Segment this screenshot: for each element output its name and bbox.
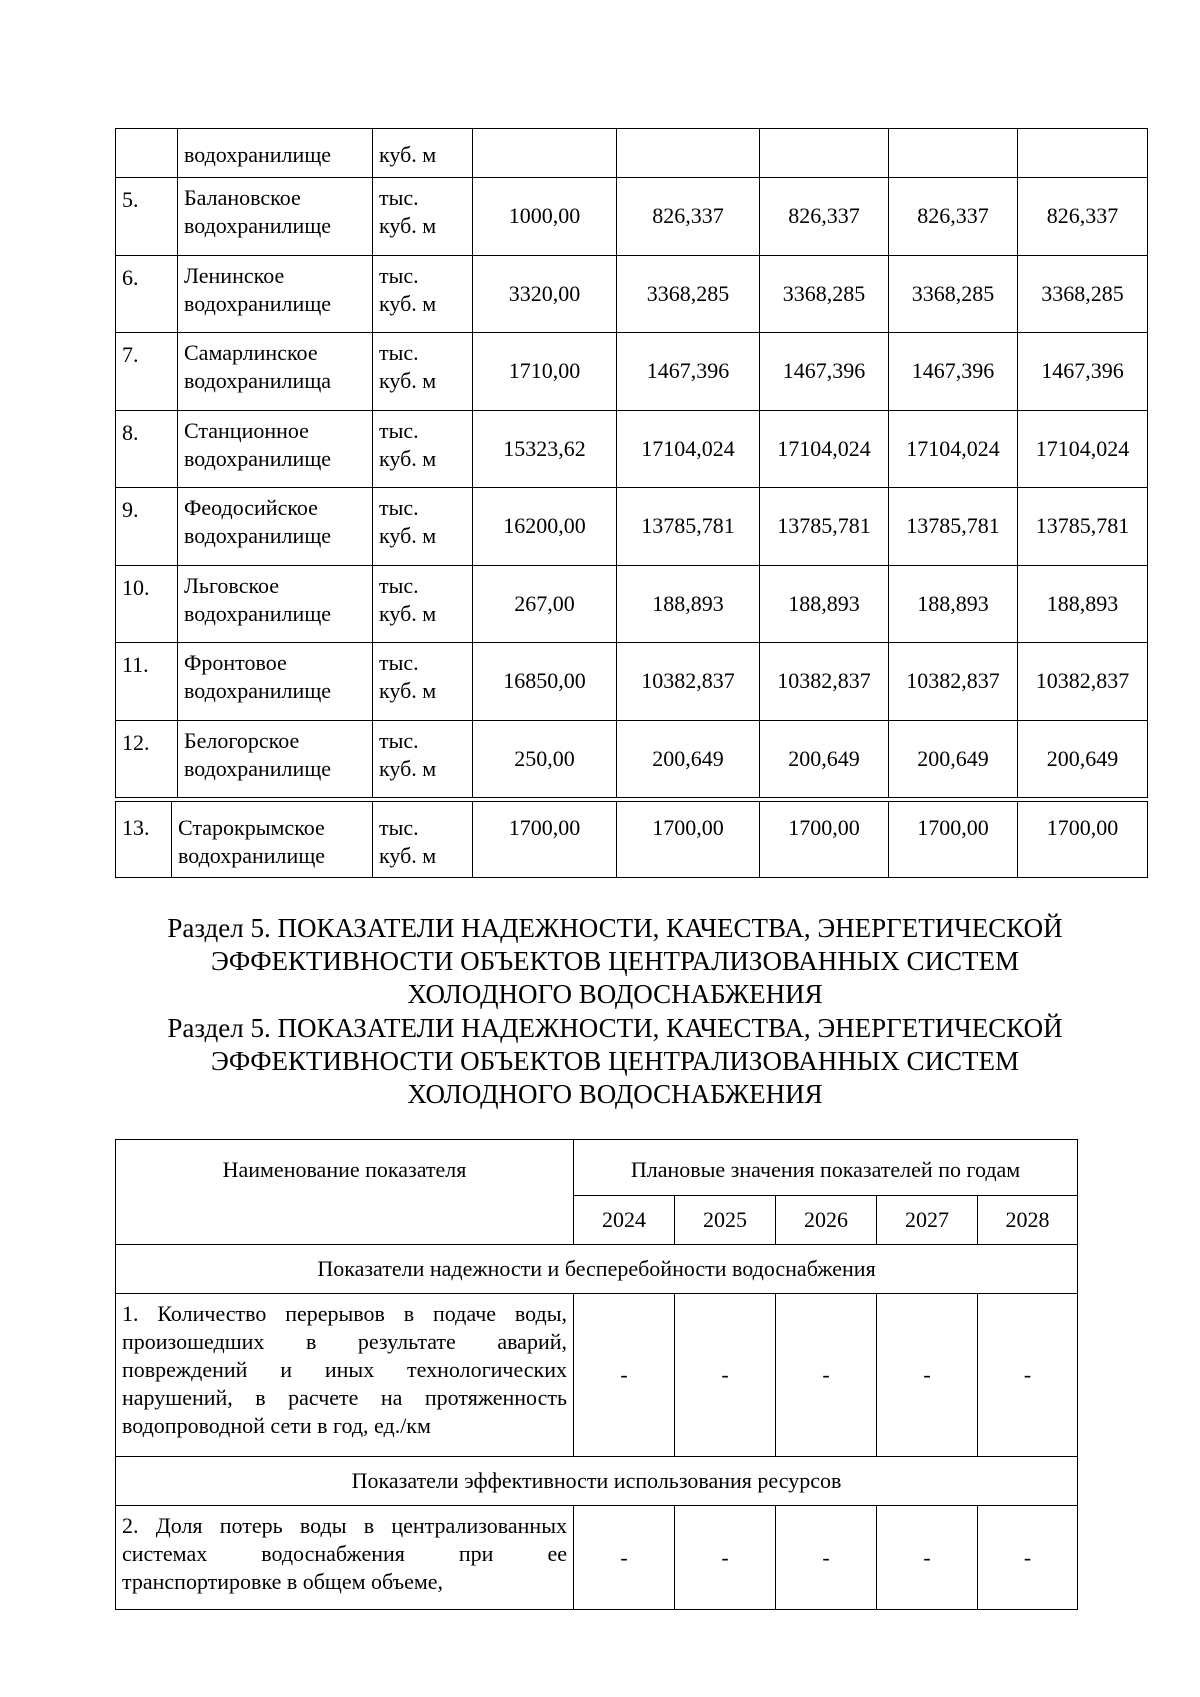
row-number [116,129,178,178]
value-cell: 826,337 [760,178,889,256]
value-cell: 17104,024 [1018,410,1148,488]
value-cell: - [776,1294,877,1457]
table-row [116,1294,1078,1457]
section-heading: Раздел 5. ПОКАЗАТЕЛИ НАДЕЖНОСТИ, КАЧЕСТВА, ЭНЕРГЕТИЧЕСКОЙ ЭФФЕКТИВНОСТИ ОБЪЕКТОВ ЦЕНТРАЛИЗОВАННЫХ СИСТЕМ ХОЛОДНОГО ВОДОСНАБЖЕНИЯ [167,913,1063,1009]
group-row [116,1245,1078,1294]
value-cell: 200,649 [889,720,1018,798]
value-cell: 3368,285 [617,255,760,333]
reservoir-name: Феодосийское водохранилище [178,488,373,566]
table-row [116,333,1148,411]
table-row [116,178,1148,256]
unit: тыс. куб. м [373,720,473,798]
table-row [116,255,1148,333]
reservoir-name: Станционное водохранилище [178,410,373,488]
table-row [116,488,1148,566]
value-cell: - [776,1506,877,1610]
value-cell: 188,893 [617,565,760,643]
value-cell: 826,337 [1018,178,1148,256]
year-header: 2027 [877,1196,978,1245]
table-row [116,802,1148,878]
value-cell: - [877,1506,978,1610]
reservoir-name: Балановское водохранилище [178,178,373,256]
value-cell: 1700,00 [1018,802,1148,878]
value-cell: - [574,1294,675,1457]
value-cell: 1467,396 [889,333,1018,411]
table-row [116,643,1148,721]
value-cell [473,129,617,178]
value-cell: 188,893 [760,565,889,643]
row-number: 7. [116,333,178,411]
value-cell [889,129,1018,178]
value-cell: 1467,396 [617,333,760,411]
value-cell: 1710,00 [473,333,617,411]
value-cell: 10382,837 [760,643,889,721]
value-cell: 10382,837 [889,643,1018,721]
value-cell: 200,649 [1018,720,1148,798]
table-row [116,565,1148,643]
value-cell: 3368,285 [1018,255,1148,333]
unit: тыс. куб. м [373,333,473,411]
year-header: 2028 [978,1196,1078,1245]
value-cell: 1700,00 [473,802,617,878]
value-cell [1018,129,1148,178]
value-cell: 16200,00 [473,488,617,566]
value-cell: 1467,396 [760,333,889,411]
year-header: 2025 [675,1196,776,1245]
value-cell: 17104,024 [889,410,1018,488]
row-number: 12. [116,720,178,798]
reservoir-table [115,128,1148,798]
value-cell: 1000,00 [473,178,617,256]
reservoir-name: Ленинское водохранилище [178,255,373,333]
value-cell: - [877,1294,978,1457]
table-row [116,1506,1078,1610]
value-cell: 10382,837 [1018,643,1148,721]
value-cell: - [675,1506,776,1610]
value-cell: - [675,1294,776,1457]
group-title: Показатели надежности и бесперебойности водоснабжения [116,1245,1078,1294]
value-cell: 267,00 [473,565,617,643]
indicator-description: 1. Количество перерывов в подаче воды, произошедших в результате аварий, повреждений и иных технологических нарушений, в расчете на протяженность водопроводной сети в год, ед./км [116,1294,574,1457]
value-cell: 17104,024 [760,410,889,488]
row-number: 6. [116,255,178,333]
row-number: 9. [116,488,178,566]
value-cell: 1700,00 [760,802,889,878]
value-cell: 250,00 [473,720,617,798]
value-cell: 826,337 [889,178,1018,256]
unit: тыс. куб. м [373,488,473,566]
row-number: 13. [116,802,172,878]
year-header: 2026 [776,1196,877,1245]
unit: тыс. куб. м [373,565,473,643]
indicators-table [115,1139,1078,1610]
value-cell: 3320,00 [473,255,617,333]
group-title: Показатели эффективности использования ресурсов [116,1457,1078,1506]
value-cell: 200,649 [760,720,889,798]
value-cell: 826,337 [617,178,760,256]
value-cell: 188,893 [889,565,1018,643]
value-cell: 13785,781 [1018,488,1148,566]
value-cell: 1700,00 [617,802,760,878]
value-cell [617,129,760,178]
reservoir-name: Фронтовое водохранилище [178,643,373,721]
reservoir-name: Льговское водохранилище [178,565,373,643]
reservoir-name: Самарлинское водохранилища [178,333,373,411]
group-row [116,1457,1078,1506]
value-cell: 15323,62 [473,410,617,488]
value-cell: 16850,00 [473,643,617,721]
reservoir-name: Старокрымское водохранилище [172,802,373,878]
unit: тыс. куб. м [373,178,473,256]
section-heading-duplicate: Раздел 5. ПОКАЗАТЕЛИ НАДЕЖНОСТИ, КАЧЕСТВА, ЭНЕРГЕТИЧЕСКОЙ ЭФФЕКТИВНОСТИ ОБЪЕКТОВ ЦЕНТРАЛИЗОВАННЫХ СИСТЕМ ХОЛОДНОГО ВОДОСНАБЖЕНИЯ [167,1013,1063,1109]
table-row [116,720,1148,798]
unit: тыс. куб. м [373,255,473,333]
reservoir-table-last-row [115,801,1148,878]
value-cell [760,129,889,178]
value-cell: 10382,837 [617,643,760,721]
value-cell: 13785,781 [760,488,889,566]
header-row [116,1140,1078,1196]
value-cell: 3368,285 [760,255,889,333]
value-cell: 13785,781 [617,488,760,566]
value-cell: 1700,00 [889,802,1018,878]
row-number: 10. [116,565,178,643]
value-cell: 200,649 [617,720,760,798]
reservoir-name: Белогорское водохранилище [178,720,373,798]
value-cell: 17104,024 [617,410,760,488]
value-cell: 1467,396 [1018,333,1148,411]
row-number: 5. [116,178,178,256]
value-cell: 3368,285 [889,255,1018,333]
year-header: 2024 [574,1196,675,1245]
row-number: 8. [116,410,178,488]
value-cell: 13785,781 [889,488,1018,566]
unit: куб. м [373,129,473,178]
reservoir-name: водохранилище [178,129,373,178]
value-cell: - [574,1506,675,1610]
indicator-description: 2. Доля потерь воды в централизованных системах водоснабжения при ее транспортировке в общем объеме, [116,1506,574,1610]
indicator-name-header: Наименование показателя [116,1140,574,1245]
table-row [116,410,1148,488]
unit: тыс. куб. м [373,410,473,488]
unit: тыс. куб. м [373,802,473,878]
value-cell: 188,893 [1018,565,1148,643]
unit: тыс. куб. м [373,643,473,721]
table-row [116,129,1148,178]
value-cell: - [978,1506,1078,1610]
value-cell: - [978,1294,1078,1457]
plan-values-header: Плановые значения показателей по годам [574,1140,1078,1196]
row-number: 11. [116,643,178,721]
